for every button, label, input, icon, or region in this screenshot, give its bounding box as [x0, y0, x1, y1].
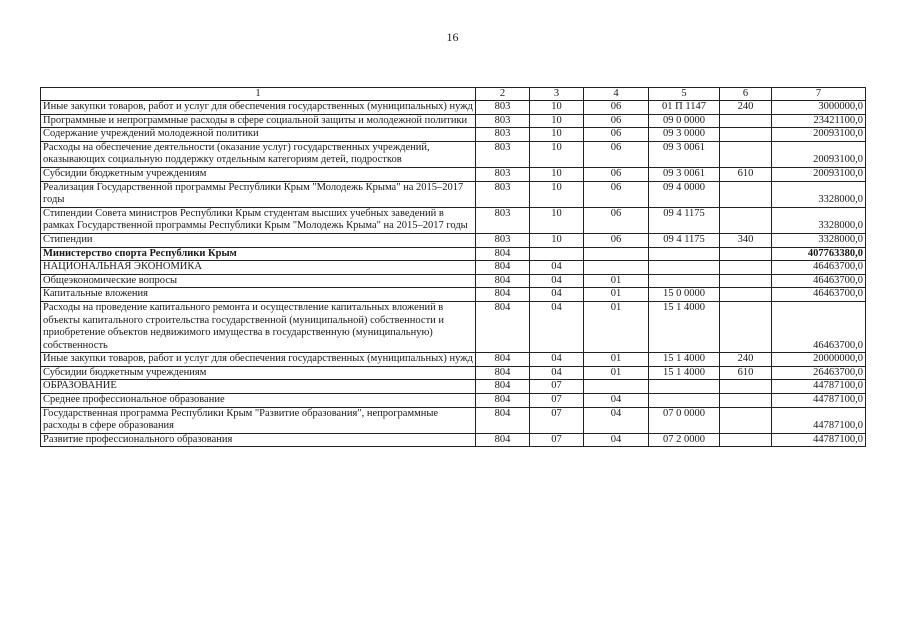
amount-cell: 23421100,0	[772, 114, 866, 128]
ministry-code-cell: 804	[476, 288, 530, 302]
row-label-cell: Реализация Государственной программы Республики Крым "Молодежь Крыма" на 2015–2017 годы	[41, 181, 476, 207]
amount-cell: 20093100,0	[772, 128, 866, 142]
section-code-cell: 04	[530, 301, 584, 352]
subsection-code-cell: 04	[584, 407, 649, 433]
row-label-cell: Иные закупки товаров, работ и услуг для обеспечения государственных (муниципальных) нужд	[41, 101, 476, 115]
section-code-cell: 04	[530, 366, 584, 380]
section-code-cell	[530, 247, 584, 261]
amount-cell: 46463700,0	[772, 288, 866, 302]
target-article-code-cell	[649, 274, 720, 288]
header-cell: 3	[530, 88, 584, 101]
ministry-code-cell: 804	[476, 274, 530, 288]
subsection-code-cell	[584, 247, 649, 261]
row-label-cell: Среднее профессиональное образование	[41, 394, 476, 408]
target-article-code-cell: 09 4 1175	[649, 233, 720, 247]
page-number: 16	[446, 30, 459, 44]
subsection-code-cell: 04	[584, 433, 649, 447]
expense-type-code-cell	[720, 207, 772, 233]
subsection-code-cell	[584, 380, 649, 394]
amount-cell: 20093100,0	[772, 167, 866, 181]
amount-cell: 44787100,0	[772, 433, 866, 447]
amount-cell: 26463700,0	[772, 366, 866, 380]
section-code-cell: 10	[530, 181, 584, 207]
target-article-code-cell: 07 2 0000	[649, 433, 720, 447]
expense-type-code-cell	[720, 433, 772, 447]
target-article-code-cell: 15 0 0000	[649, 288, 720, 302]
table-row	[41, 114, 866, 128]
expense-type-code-cell: 240	[720, 353, 772, 367]
subsection-code-cell: 01	[584, 288, 649, 302]
expense-type-code-cell	[720, 301, 772, 352]
amount-cell: 20093100,0	[772, 141, 866, 167]
table-row	[41, 261, 866, 275]
ministry-code-cell: 803	[476, 141, 530, 167]
table-row	[41, 380, 866, 394]
amount-cell: 3328000,0	[772, 181, 866, 207]
target-article-code-cell: 01 П 1147	[649, 101, 720, 115]
row-label-cell: Развитие профессионального образования	[41, 433, 476, 447]
target-article-code-cell: 09 3 0061	[649, 141, 720, 167]
target-article-code-cell	[649, 380, 720, 394]
amount-cell: 3000000,0	[772, 101, 866, 115]
section-code-cell: 10	[530, 207, 584, 233]
expense-type-code-cell: 240	[720, 101, 772, 115]
target-article-code-cell	[649, 261, 720, 275]
subsection-code-cell: 01	[584, 274, 649, 288]
ministry-code-cell: 804	[476, 407, 530, 433]
amount-cell: 44787100,0	[772, 407, 866, 433]
subsection-code-cell: 04	[584, 394, 649, 408]
table-row	[41, 274, 866, 288]
header-cell: 7	[772, 88, 866, 101]
expense-type-code-cell	[720, 114, 772, 128]
section-code-cell: 10	[530, 141, 584, 167]
section-code-cell: 10	[530, 128, 584, 142]
row-label-cell: Стипендии Совета министров Республики Крым студентам высших учебных заведений в рамках Государственной программы Республики Крым "Молодежь Крыма" на 2015–2017 годы	[41, 207, 476, 233]
expense-type-code-cell	[720, 141, 772, 167]
subsection-code-cell: 06	[584, 141, 649, 167]
section-code-cell: 07	[530, 433, 584, 447]
amount-cell: 46463700,0	[772, 301, 866, 352]
row-label-cell: НАЦИОНАЛЬНАЯ ЭКОНОМИКА	[41, 261, 476, 275]
expense-type-code-cell: 610	[720, 366, 772, 380]
ministry-code-cell: 804	[476, 301, 530, 352]
section-code-cell: 04	[530, 261, 584, 275]
header-cell: 4	[584, 88, 649, 101]
subsection-code-cell: 01	[584, 301, 649, 352]
table-row	[41, 433, 866, 447]
expense-type-code-cell	[720, 407, 772, 433]
ministry-code-cell: 804	[476, 433, 530, 447]
section-code-cell: 04	[530, 288, 584, 302]
table-body	[41, 101, 866, 447]
table-row	[41, 101, 866, 115]
target-article-code-cell: 15 1 4000	[649, 301, 720, 352]
header-cell: 5	[649, 88, 720, 101]
row-label-cell: Капитальные вложения	[41, 288, 476, 302]
expense-type-code-cell: 610	[720, 167, 772, 181]
target-article-code-cell	[649, 394, 720, 408]
table-row	[41, 233, 866, 247]
row-label-cell: Расходы на обеспечение деятельности (оказание услуг) государственных учреждений, оказывающих социальную поддержку отдельным категориям детей, подростков	[41, 141, 476, 167]
ministry-code-cell: 804	[476, 380, 530, 394]
row-label-cell: Министерство спорта Республики Крым	[41, 247, 476, 261]
table-row	[41, 407, 866, 433]
ministry-code-cell: 803	[476, 207, 530, 233]
table-row	[41, 167, 866, 181]
target-article-code-cell: 15 1 4000	[649, 353, 720, 367]
section-code-cell: 10	[530, 101, 584, 115]
subsection-code-cell: 06	[584, 207, 649, 233]
header-cell: 6	[720, 88, 772, 101]
ministry-code-cell: 804	[476, 394, 530, 408]
ministry-code-cell: 804	[476, 353, 530, 367]
row-label-cell: Субсидии бюджетным учреждениям	[41, 366, 476, 380]
amount-cell: 46463700,0	[772, 274, 866, 288]
subsection-code-cell: 06	[584, 181, 649, 207]
target-article-code-cell: 09 3 0061	[649, 167, 720, 181]
table-row	[41, 141, 866, 167]
section-code-cell: 10	[530, 233, 584, 247]
table-row	[41, 247, 866, 261]
target-article-code-cell: 09 3 0000	[649, 128, 720, 142]
subsection-code-cell	[584, 261, 649, 275]
subsection-code-cell: 06	[584, 167, 649, 181]
row-label-cell: Расходы на проведение капитального ремонта и осуществление капитальных вложений в объекты капитального строительства государственной (муниципальной) собственности и приобретение объектов недвижимого имущества в государственную (муниципальную) собственность	[41, 301, 476, 352]
budget-table	[40, 87, 866, 447]
target-article-code-cell: 07 0 0000	[649, 407, 720, 433]
table-row	[41, 128, 866, 142]
subsection-code-cell: 06	[584, 101, 649, 115]
expense-type-code-cell: 340	[720, 233, 772, 247]
table-row	[41, 288, 866, 302]
expense-type-code-cell	[720, 247, 772, 261]
row-label-cell: Субсидии бюджетным учреждениям	[41, 167, 476, 181]
header-cell: 2	[476, 88, 530, 101]
expense-type-code-cell	[720, 380, 772, 394]
table-row	[41, 207, 866, 233]
row-label-cell: Содержание учреждений молодежной политики	[41, 128, 476, 142]
header-row	[41, 88, 866, 101]
subsection-code-cell: 01	[584, 353, 649, 367]
target-article-code-cell	[649, 247, 720, 261]
table-row	[41, 301, 866, 352]
row-label-cell: Стипендии	[41, 233, 476, 247]
row-label-cell: Иные закупки товаров, работ и услуг для обеспечения государственных (муниципальных) нужд	[41, 353, 476, 367]
subsection-code-cell: 06	[584, 128, 649, 142]
amount-cell: 46463700,0	[772, 261, 866, 275]
target-article-code-cell: 09 4 1175	[649, 207, 720, 233]
row-label-cell: ОБРАЗОВАНИЕ	[41, 380, 476, 394]
amount-cell: 20000000,0	[772, 353, 866, 367]
section-code-cell: 07	[530, 380, 584, 394]
table-row	[41, 181, 866, 207]
subsection-code-cell: 01	[584, 366, 649, 380]
subsection-code-cell: 06	[584, 114, 649, 128]
ministry-code-cell: 803	[476, 167, 530, 181]
expense-type-code-cell	[720, 288, 772, 302]
expense-type-code-cell	[720, 274, 772, 288]
ministry-code-cell: 804	[476, 366, 530, 380]
section-code-cell: 10	[530, 114, 584, 128]
target-article-code-cell: 09 4 0000	[649, 181, 720, 207]
section-code-cell: 07	[530, 407, 584, 433]
target-article-code-cell: 09 0 0000	[649, 114, 720, 128]
row-label-cell: Общеэкономические вопросы	[41, 274, 476, 288]
table-row	[41, 394, 866, 408]
expense-type-code-cell	[720, 261, 772, 275]
amount-cell: 44787100,0	[772, 394, 866, 408]
row-label-cell: Программные и непрограммные расходы в сфере социальной защиты и молодежной политики	[41, 114, 476, 128]
header-cell: 1	[41, 88, 476, 101]
amount-cell: 3328000,0	[772, 207, 866, 233]
amount-cell: 44787100,0	[772, 380, 866, 394]
target-article-code-cell: 15 1 4000	[649, 366, 720, 380]
ministry-code-cell: 803	[476, 233, 530, 247]
amount-cell: 3328000,0	[772, 233, 866, 247]
table-header	[41, 88, 866, 101]
ministry-code-cell: 803	[476, 128, 530, 142]
subsection-code-cell: 06	[584, 233, 649, 247]
section-code-cell: 10	[530, 167, 584, 181]
ministry-code-cell: 804	[476, 261, 530, 275]
expense-type-code-cell	[720, 181, 772, 207]
ministry-code-cell: 803	[476, 181, 530, 207]
row-label-cell: Государственная программа Республики Крым "Развитие образования", непрограммные расходы в сфере образования	[41, 407, 476, 433]
ministry-code-cell: 803	[476, 101, 530, 115]
table-row	[41, 366, 866, 380]
section-code-cell: 04	[530, 274, 584, 288]
ministry-code-cell: 803	[476, 114, 530, 128]
ministry-code-cell: 804	[476, 247, 530, 261]
section-code-cell: 07	[530, 394, 584, 408]
table-row	[41, 353, 866, 367]
amount-cell: 407763380,0	[772, 247, 866, 261]
section-code-cell: 04	[530, 353, 584, 367]
expense-type-code-cell	[720, 394, 772, 408]
expense-type-code-cell	[720, 128, 772, 142]
